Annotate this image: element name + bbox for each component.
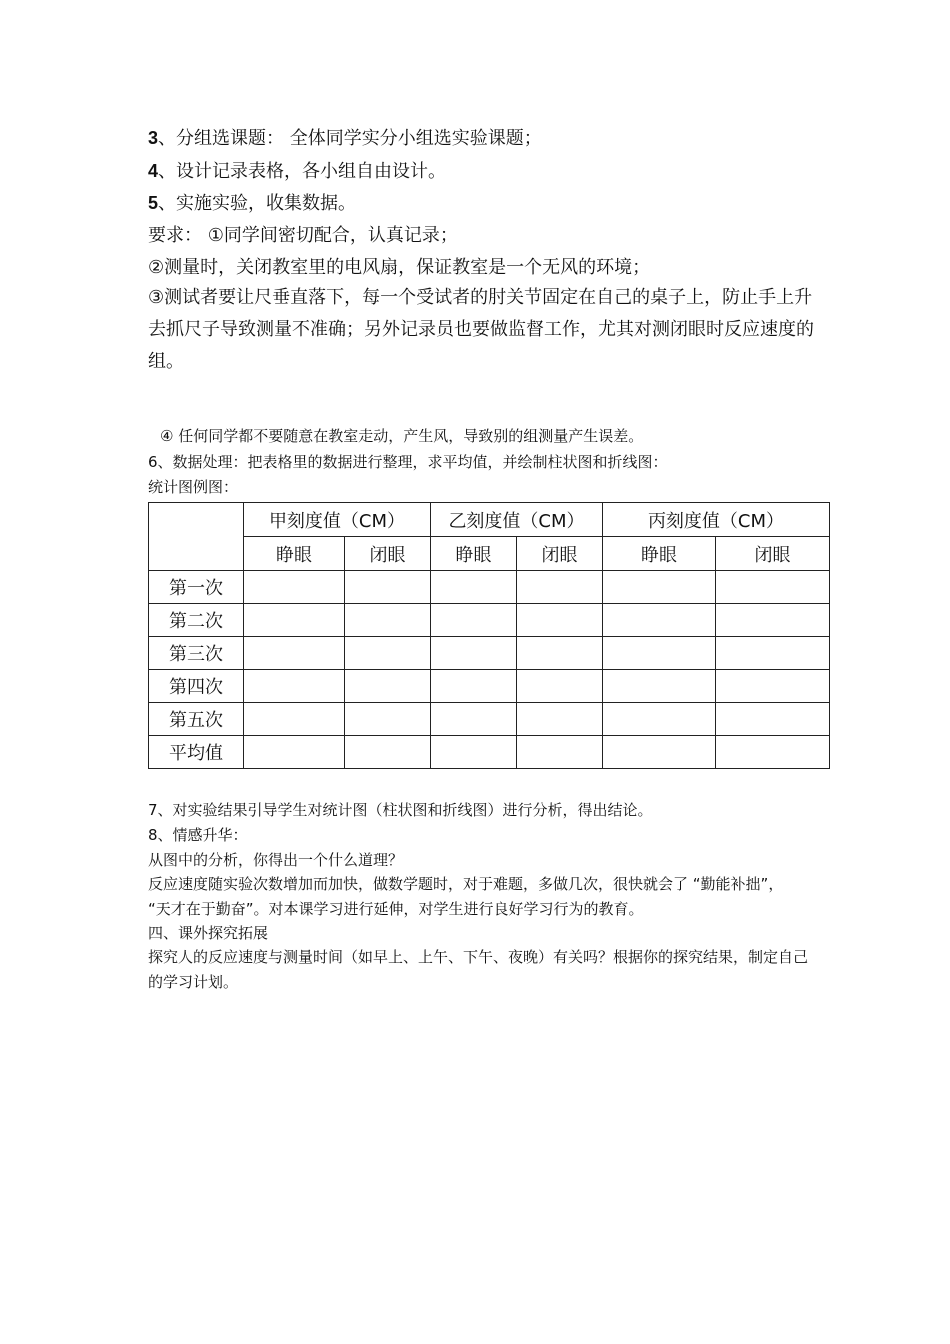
- step-8: 8、情感升华：: [148, 826, 248, 844]
- table-cell: [716, 703, 830, 736]
- table-cell: [716, 736, 830, 769]
- table-cell: [244, 736, 345, 769]
- requirement-1: 要求： ①同学间密切配合，认真记录；: [148, 225, 458, 246]
- question-text: 从图中的分析，你得出一个什么道理？: [148, 851, 404, 869]
- sub-header: 睁眼: [244, 537, 345, 571]
- table-row: [149, 571, 830, 604]
- table-cell: [431, 637, 517, 670]
- table-cell: [603, 670, 716, 703]
- group-header: 甲刻度值（CM）: [244, 503, 431, 537]
- row-label: 第一次: [149, 571, 244, 604]
- sub-header: 闭眼: [716, 537, 830, 571]
- table-cell: [345, 637, 431, 670]
- table-cell: [716, 637, 830, 670]
- chart-caption: 统计图例图：: [148, 478, 239, 496]
- requirement-3: ③测试者要让尺垂直落下，每一个受试者的肘关节固定在自己的桌子上，防止手上升去抓尺子导致测量不准确；另外记录员也要做监督工作，尤其对测闭眼时反应速度的组。: [148, 287, 814, 372]
- table-cell: [244, 571, 345, 604]
- step-3: [148, 124, 542, 150]
- table-cell: [244, 703, 345, 736]
- table-cell: [431, 670, 517, 703]
- row-label: 第三次: [149, 637, 244, 670]
- sub-header: 睁眼: [431, 537, 517, 571]
- table-row: [149, 604, 830, 637]
- table-row: [149, 736, 830, 769]
- step-4-text: 、设计记录表格，各小组自由设计。: [158, 161, 447, 182]
- table-cell: [431, 703, 517, 736]
- table-cell: [431, 736, 517, 769]
- row-label: 第五次: [149, 703, 244, 736]
- table-cell: [517, 736, 603, 769]
- step-6: 6、数据处理：把表格里的数据进行整理，求平均值，并绘制柱状图和折线图：: [148, 453, 668, 471]
- step-3-number: 3: [148, 128, 159, 148]
- row-label: 第四次: [149, 670, 244, 703]
- row-label: 第二次: [149, 604, 244, 637]
- table-cell: [517, 637, 603, 670]
- table-cell: [244, 604, 345, 637]
- table-corner-cell: [149, 503, 244, 571]
- row-label: 平均值: [149, 736, 244, 769]
- table-cell: [603, 604, 716, 637]
- group-header: 丙刻度值（CM）: [603, 503, 830, 537]
- step-5: [148, 189, 356, 215]
- sub-header: 睁眼: [603, 537, 716, 571]
- table-cell: [345, 604, 431, 637]
- table-row: [149, 637, 830, 670]
- sub-header: 闭眼: [345, 537, 431, 571]
- table-cell: [517, 703, 603, 736]
- table-cell: [244, 670, 345, 703]
- table-cell: [716, 670, 830, 703]
- step-5-number: 5: [148, 193, 159, 213]
- table-cell: [517, 604, 603, 637]
- table-cell: [716, 571, 830, 604]
- table-cell: [716, 604, 830, 637]
- table-row: [149, 703, 830, 736]
- step-3-text: 、分组选课题： 全体同学实分小组选实验课题；: [158, 128, 542, 149]
- step-5-text: 、实施实验，收集数据。: [158, 193, 357, 214]
- explore-text: 探究人的反应速度与测量时间（如早上、上午、下午、夜晚）有关吗？根据你的探究结果，制定自己的学习计划。: [148, 948, 809, 991]
- table-cell: [345, 736, 431, 769]
- table-cell: [517, 670, 603, 703]
- table-cell: [603, 703, 716, 736]
- answer-text: 反应速度随实验次数增加而加快，做数学题时，对于难题，多做几次，很快就会了 “勤能补拙”， “天才在于勤奋”。对本课学习进行延伸，对学生进行良好学习行为的教育。: [148, 875, 784, 918]
- table-cell: [603, 637, 716, 670]
- table-cell: [431, 571, 517, 604]
- sub-header: 闭眼: [517, 537, 603, 571]
- table-cell: [431, 604, 517, 637]
- table-cell: [603, 736, 716, 769]
- table-cell: [603, 571, 716, 604]
- table-cell: [345, 703, 431, 736]
- step-4: [148, 157, 446, 183]
- table-cell: [345, 670, 431, 703]
- requirement-2: ②测量时，关闭教室里的电风扇，保证教室是一个无风的环境；: [148, 257, 651, 278]
- requirement-4: ④ 任何同学都不要随意在教室走动，产生风，导致别的组测量产生误差。: [160, 427, 644, 445]
- section-4-heading: 四、课外探究拓展: [148, 924, 269, 942]
- table-cell: [345, 571, 431, 604]
- table-cell: [244, 637, 345, 670]
- step-4-number: 4: [148, 161, 159, 181]
- step-7: 7、对实验结果引导学生对统计图（柱状图和折线图）进行分析，得出结论。: [148, 801, 653, 819]
- table-cell: [517, 571, 603, 604]
- table-row: [149, 670, 830, 703]
- group-header: 乙刻度值（CM）: [431, 503, 603, 537]
- record-table: [148, 502, 830, 769]
